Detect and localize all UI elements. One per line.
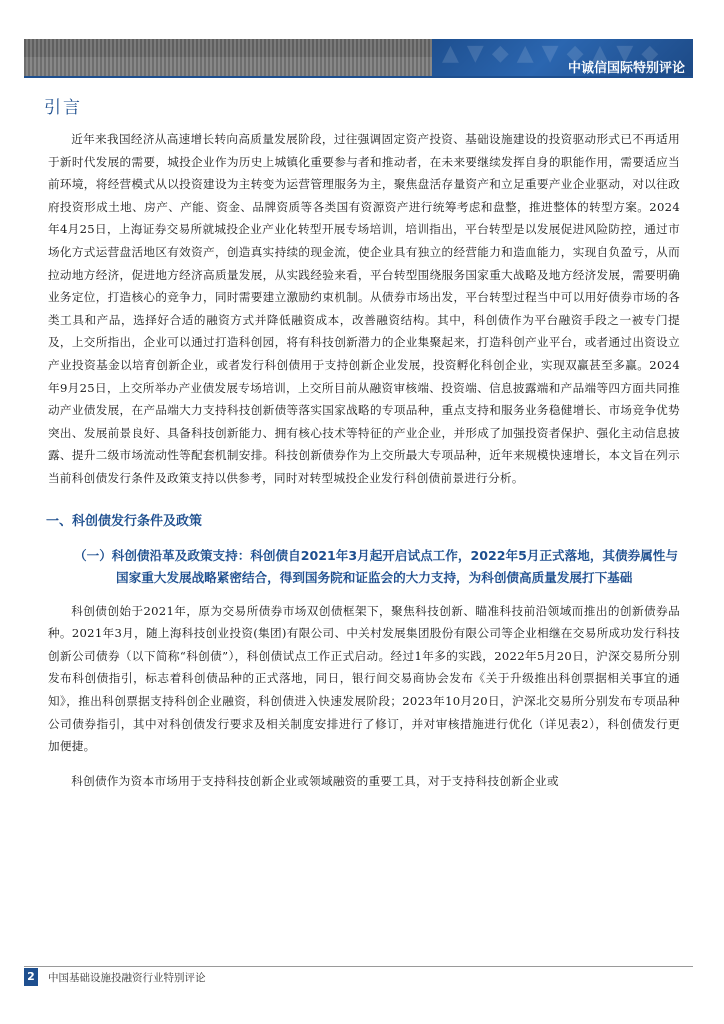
section-heading: 一、科创债发行条件及政策	[46, 513, 203, 529]
header-divider	[24, 76, 693, 78]
footer-title: 中国基础设施投融资行业特别评论	[48, 972, 206, 984]
intro-heading: 引言	[44, 98, 82, 118]
intro-paragraph: 近年来我国经济从高速增长转向高质量发展阶段，过往强调固定资产投资、基础设施建设的投资驱动形式已不再适用于新时代发展的需要，城投企业作为历史上城镇化重要参与者和推动者，在未来要继续发挥自身的职能作用，需要适应当前环境，将经营模式从以投资建设为主转变为运营管理服务为主，聚焦盘活存量资产和立足重要产业企业驱动，对以往政府投资形成土地、房产、产能、资金、品牌资质等各类国有资源资产进行统筹考虑和盘整，推进整体的转型方案。2024年4月25日，上海证券交易所就城投企业产业化转型开展专场培训，培训指出，平台转型是以发展促进风险防控，通过市场化方式运营盘活地区有效资产，创造真实持续的现金流，使企业具有独立的经营能力和造血能力，实现自负盈亏，从而拉动地方经济，促进地方经济高质量发展，从实践经验来看，平台转型围绕服务国家重大战略及地方经济发展，需要明确业务定位，打造核心的竞争力，同时需要建立激励约束机制。从债券市场出发，平台转型过程当中可以用好债券市场的各类工具和产品，选择好合适的融资方式并降低融资成本，改善融资结构。其中，科创债作为平台融资手段之一被专门提及，上交所指出，企业可以通过打造科创园，将有科技创新潜力的企业集聚起来，打造科创产业平台，或者通过出资设立产业投资基金以培育创新企业，或者发行科创债用于支持创新企业发展，投资孵化科创企业，实现双赢甚至多赢。2024年9月25日，上交所举办产业债发展专场培训，上交所目前从融资审核端、投资端、信息披露端和产品端等四方面共同推动产业债发展，在产品端大力支持科技创新债等落实国家战略的专项品种，重点支持和服务业务稳健增长、市场竞争优势突出、发展前景良好、具备科技创新能力、拥有核心技术等特征的产业企业，并形成了加强投资者保护、强化主动信息披露、提升二级市场流动性等配套机制安排。科技创新债券作为上交所最大专项品种，近年来规模快速增长，本文旨在列示当前科创债发行条件及政策支持以供参考，同时对转型城投企业发行科创债前景进行分析。	[48, 132, 680, 485]
footer-divider	[24, 966, 693, 967]
page-number: 2	[24, 968, 38, 986]
report-series-title: 中诚信国际特别评论	[567, 61, 685, 76]
body-paragraph: 科创债创始于2021年，原为交易所债券市场双创债框架下，聚焦科技创新、瞄准科技前沿领域而推出的创新债券品种。2021年3月，随上海科技创业投资(集团)有限公司、中关村发展集团股份有限公司等企业相继在交易所成功发行科技创新公司债券（以下简称“科创债”），科创债试点工作正式启动。经过1年多的实践，2022年5月20日，沪深交易所分别发布科创债指引，标志着科创债品种的正式落地，同日，银行间交易商协会发布《关于升级推出科创票据相关事宜的通知》，推出科创票据支持科创企业融资，科创债进入快速发展阶段；2023年10月20日，沪深北交易所分别发布专项品种公司债券指引，其中对科创债发行要求及相关制度安排进行了修订，并对审核措施进行优化（详见表2），科创债发行更加便捷。	[48, 603, 680, 754]
header-banner	[24, 39, 693, 76]
body-paragraph: 科创债作为资本市场用于支持科技创新企业或领域融资的重要工具，对于支持科技创新企业或	[71, 773, 559, 788]
subsection-heading: （一）科创债沿革及政策支持：科创债自2021年3月起开启试点工作，2022年5月正式落地，其债券属性与国家重大发展战略紧密结合，得到国务院和证监会的大力支持，为科创债高质量发展打下基础	[74, 547, 678, 586]
header-title-block	[432, 39, 693, 76]
header-pattern	[24, 39, 432, 57]
document-body	[44, 93, 680, 792]
decorative-pattern-icon: ▲▼◆▲▼◆▲▼◆	[442, 41, 667, 66]
